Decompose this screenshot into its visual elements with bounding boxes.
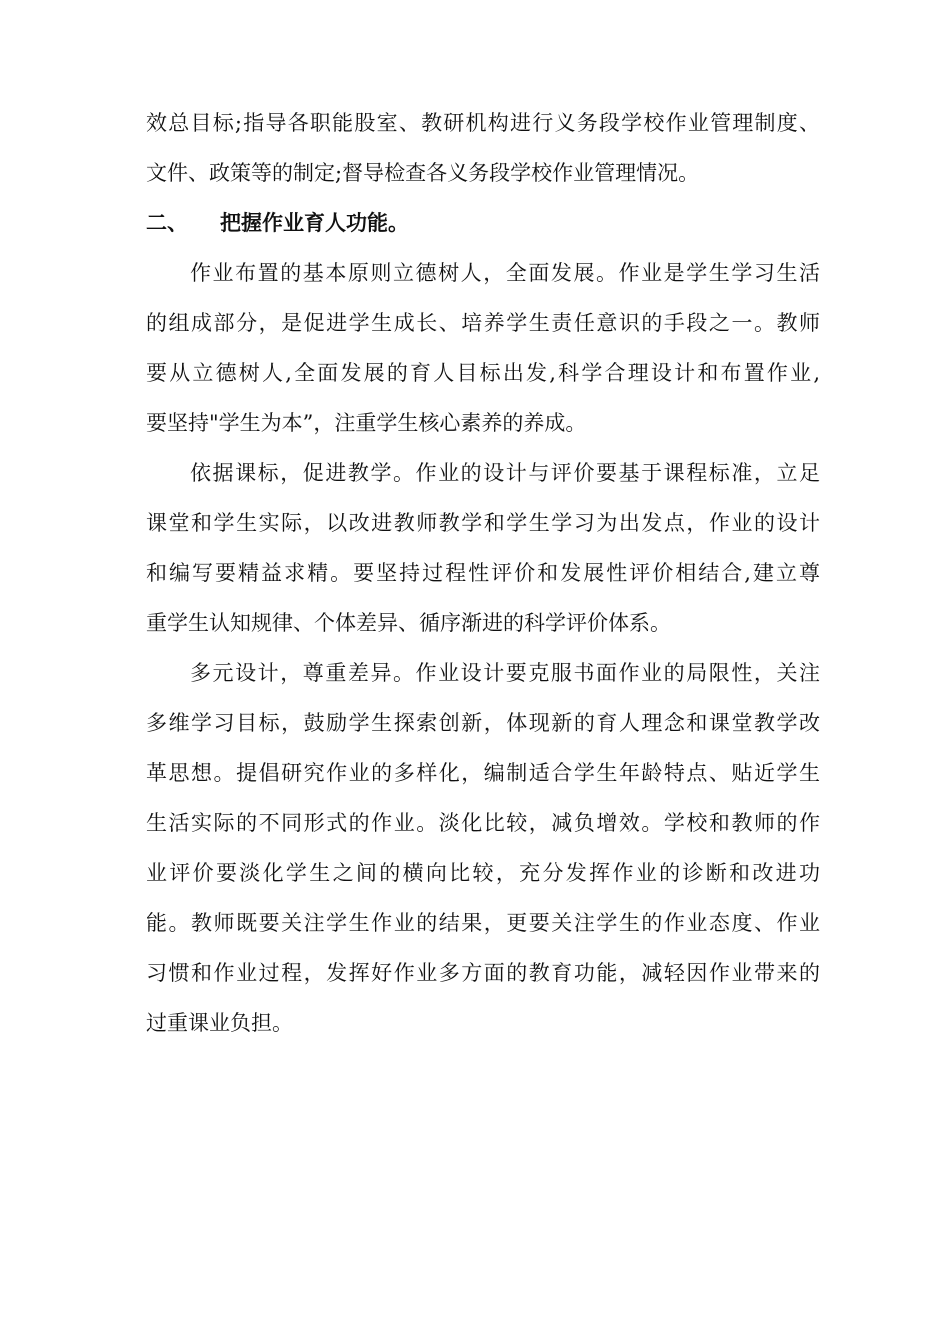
paragraph-2 xyxy=(146,448,820,648)
text-line: 生活实际的不同形式的作业。淡化比较，减负增效。学校和教师的作 xyxy=(146,811,820,835)
text-line: 能。教师既要关注学生作业的结果，更要关注学生的作业态度、作业 xyxy=(146,911,820,935)
section-title: 把握作业育人功能。 xyxy=(220,211,409,235)
text-line: 课堂和学生实际，以改进教师教学和学生学习为出发点，作业的设计 xyxy=(146,511,820,535)
text-line: 作业布置的基本原则立德树人，全面发展。作业是学生学习生活 xyxy=(190,261,820,285)
paragraph-3 xyxy=(146,648,820,1048)
text-line: 多维学习目标，鼓励学生探索创新，体现新的育人理念和课堂教学改 xyxy=(146,711,820,735)
intro-paragraph xyxy=(146,98,820,198)
text-line: 文件、政策等的制定;督导检查各义务段学校作业管理情况。 xyxy=(146,161,700,185)
document-body xyxy=(146,98,820,1048)
text-line: 多元设计，尊重差异。作业设计要克服书面作业的局限性，关注 xyxy=(190,661,820,685)
text-line: 的组成部分，是促进学生成长、培养学生责任意识的手段之一。教师 xyxy=(146,311,820,335)
text-line: 和编写要精益求精。要坚持过程性评价和发展性评价相结合,建立尊 xyxy=(146,561,820,585)
text-line: 重学生认知规律、个体差异、循序渐进的科学评价体系。 xyxy=(146,611,671,635)
text-line: 效总目标;指导各职能股室、教研机构进行义务段学校作业管理制度、 xyxy=(146,111,820,135)
section-heading xyxy=(146,198,820,248)
text-line: 过重课业负担。 xyxy=(146,1011,293,1035)
text-line: 革思想。提倡研究作业的多样化，编制适合学生年龄特点、贴近学生 xyxy=(146,761,820,785)
text-line: 依据课标，促进教学。作业的设计与评价要基于课程标准，立足 xyxy=(190,461,820,485)
text-line: 要从立德树人,全面发展的育人目标出发,科学合理设计和布置作业, xyxy=(146,361,820,385)
paragraph-1 xyxy=(146,248,820,448)
text-line: 业评价要淡化学生之间的横向比较，充分发挥作业的诊断和改进功 xyxy=(146,861,820,885)
text-line: 习惯和作业过程，发挥好作业多方面的教育功能，减轻因作业带来的 xyxy=(146,961,820,985)
text-line: 要坚持"学生为本”，注重学生核心素养的养成。 xyxy=(146,411,587,435)
section-number: 二、 xyxy=(146,211,188,235)
